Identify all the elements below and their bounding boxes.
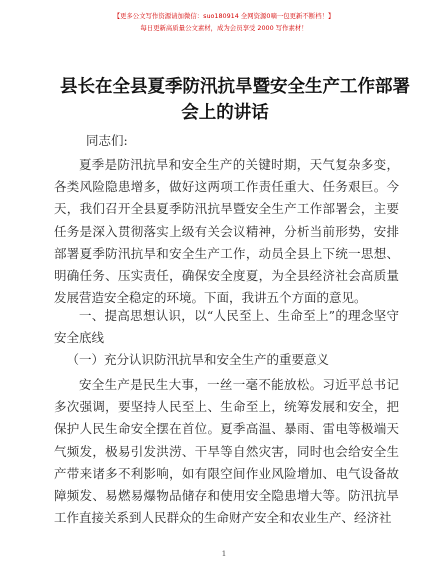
promo-banner-line-2: 每日更新高质量公文素材，成为会员享受 2000 写作素材！ [140, 24, 308, 32]
subsection-heading-block-1 [54, 349, 399, 371]
paragraph-block-1 [54, 154, 399, 309]
paragraph-2: 安全生产是民生大事，一丝一毫不能放松。习近平总书记多次强调，要坚持人民至上、生命至上，统筹发展和安全，把保护人民生命安全摆在首位。夏季高温、暴雨、雷电等极端天气频发，极易引发洪涝、干旱等自然灾害，同时也会给安全生产带来诸多不利影响，如有限空间作业风险增加、电气设备故障频发、易燃易爆物品储存和使用安全隐患增大等。防汛抗旱工作直接关系到人民群众的生命财产安全和农业生产、经济社 [54, 377, 399, 526]
promo-banner-line-1: 【更多公文写作资源请加微信：suo180914 全网资源0嘀一包更新不断档！】 [113, 12, 335, 20]
salutation: 同志们: [86, 133, 128, 148]
section-heading-block-1 [54, 305, 399, 349]
section-heading-1: 一、提高思想认识，以“人民至上、生命至上”的理念坚守安全底线 [54, 308, 399, 346]
subsection-heading-1: （一）充分认识防汛抗旱和安全生产的重要意义 [66, 352, 330, 367]
page-number: 1 [221, 549, 227, 558]
document-title [60, 74, 410, 126]
salutation-block [86, 130, 286, 152]
paragraph-1: 夏季是防汛抗旱和安全生产的关键时期，天气复杂多变，各类风险隐患增多，做好这两项工作责任重大、任务艰巨。今天，我们召开全县夏季防汛抗旱暨安全生产工作部署会，主要任务是深入贯彻落实上级有关会议精神，分析当前形势，安排部署夏季防汛抗旱和安全生产工作，动员全县上下统一思想、明确任务、压实责任，确保安全度夏，为全县经济社会高质量发展营造安全稳定的环境。下面，我讲五个方面的意见。 [54, 157, 399, 306]
paragraph-block-2 [54, 374, 399, 529]
document-title-line-2: 会上的讲话 [181, 103, 269, 123]
document-title-line-1: 县长在全县夏季防汛抗旱暨安全生产工作部署 [60, 77, 410, 97]
